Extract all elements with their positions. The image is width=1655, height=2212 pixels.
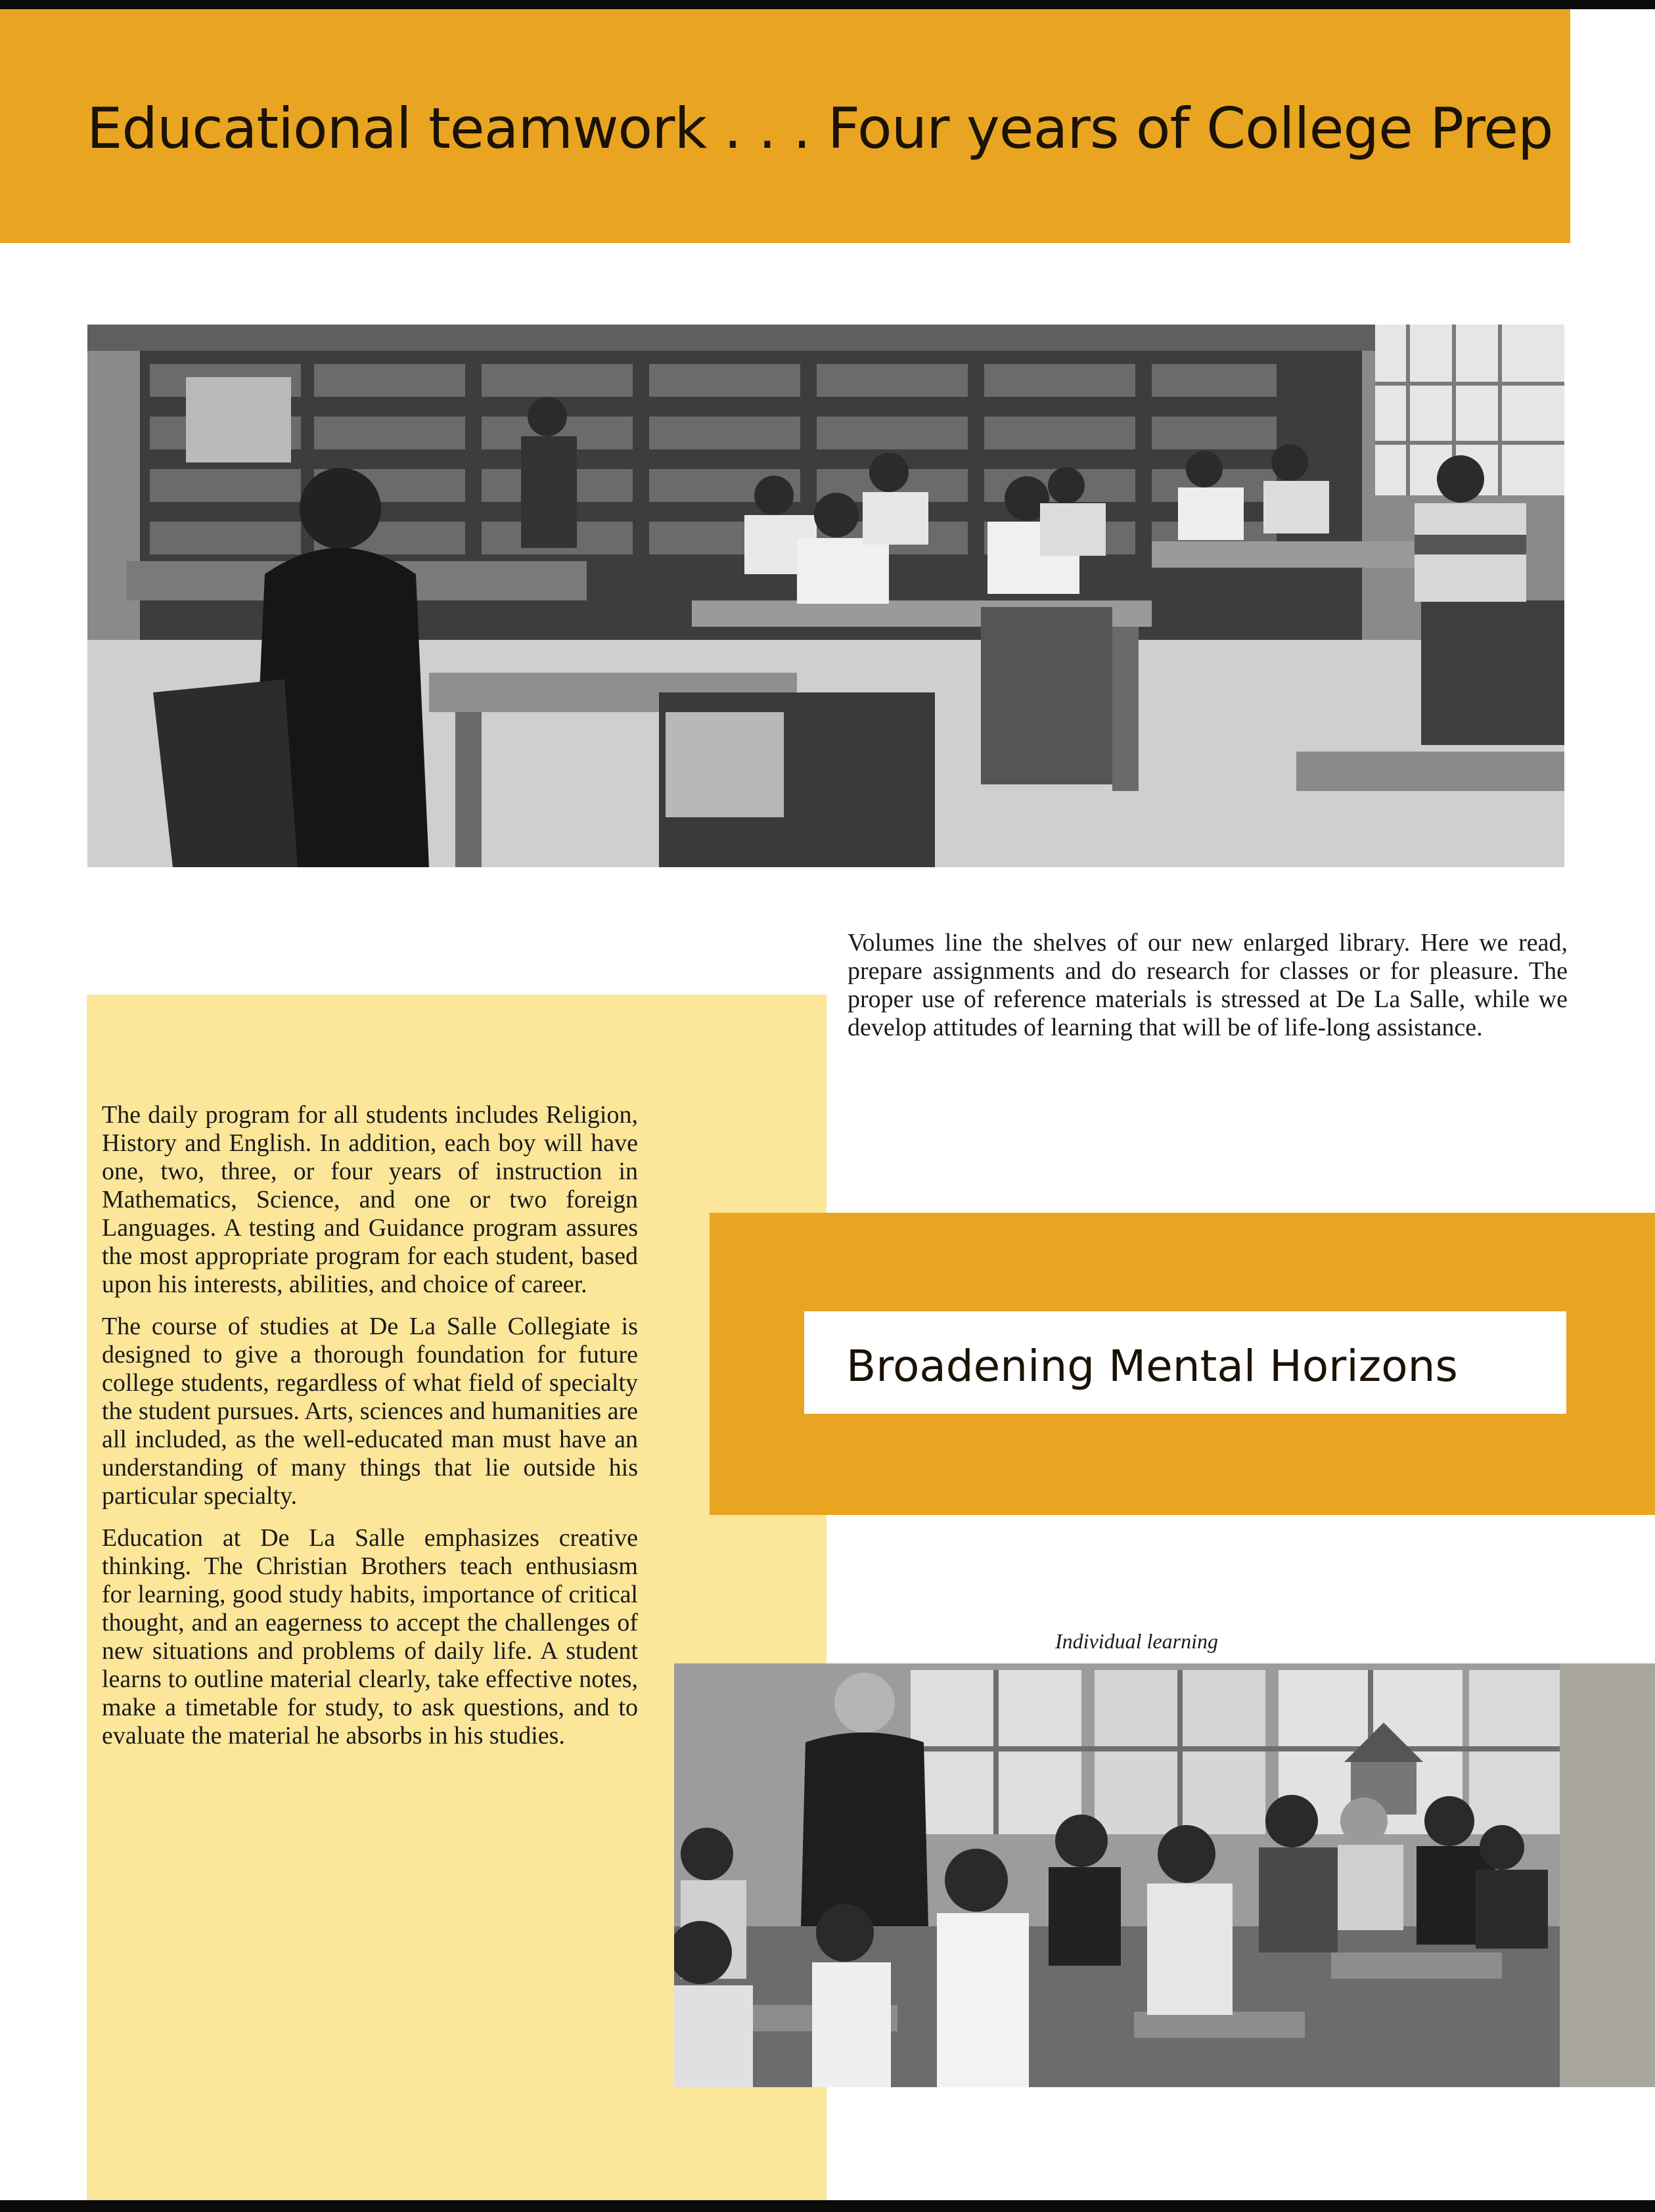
library-photo — [87, 325, 1564, 867]
program-description — [102, 1101, 638, 1764]
gray-edge-strip — [1560, 1663, 1655, 2087]
header-band — [0, 9, 1570, 243]
brochure-page — [0, 9, 1655, 2200]
library-photo-illustration — [87, 325, 1564, 867]
library-caption: Volumes line the shelves of our new enlarged library. Here we read, prepare assignments and do research for classes or for pleasure. The proper use of reference materials is stressed at De La Salle, while we develop attitudes of learning that will be of life-long assistance. — [848, 929, 1568, 1041]
classroom-photo-label: Individual learning — [1055, 1629, 1218, 1653]
page-title: Educational teamwork . . . Four years of College Prep — [87, 96, 1553, 162]
program-paragraph-1: The daily program for all students includes Religion, History and English. In addition, each boy will have one, two, three, or four years of instruction in Mathematics, Science, and one or two foreign Languages. A testing and Guidance program assures the most appropriate program for each student, based upon his interests, abilities, and choice of career. — [102, 1101, 638, 1298]
program-paragraph-2: The course of studies at De La Salle Collegiate is designed to give a thorough foundation for future college students, regardless of what field of specialty the student pursues. Arts, sciences and humanities are all included, as the well-educated man must have an understanding of many things that lie outside his particular specialty. — [102, 1313, 638, 1510]
section-title: Broadening Mental Horizons — [846, 1341, 1458, 1391]
classroom-photo-illustration — [674, 1663, 1560, 2087]
classroom-photo — [674, 1663, 1560, 2087]
program-paragraph-3: Education at De La Salle emphasizes creative thinking. The Christian Brothers teach enthusiasm for learning, good study habits, importance of critical thought, and an eagerness to accept the challenges of new situations and problems of daily life. A student learns to outline material clearly, take effective notes, make a timetable for study, to ask questions, and to evaluate the material he absorbs in his studies. — [102, 1524, 638, 1749]
